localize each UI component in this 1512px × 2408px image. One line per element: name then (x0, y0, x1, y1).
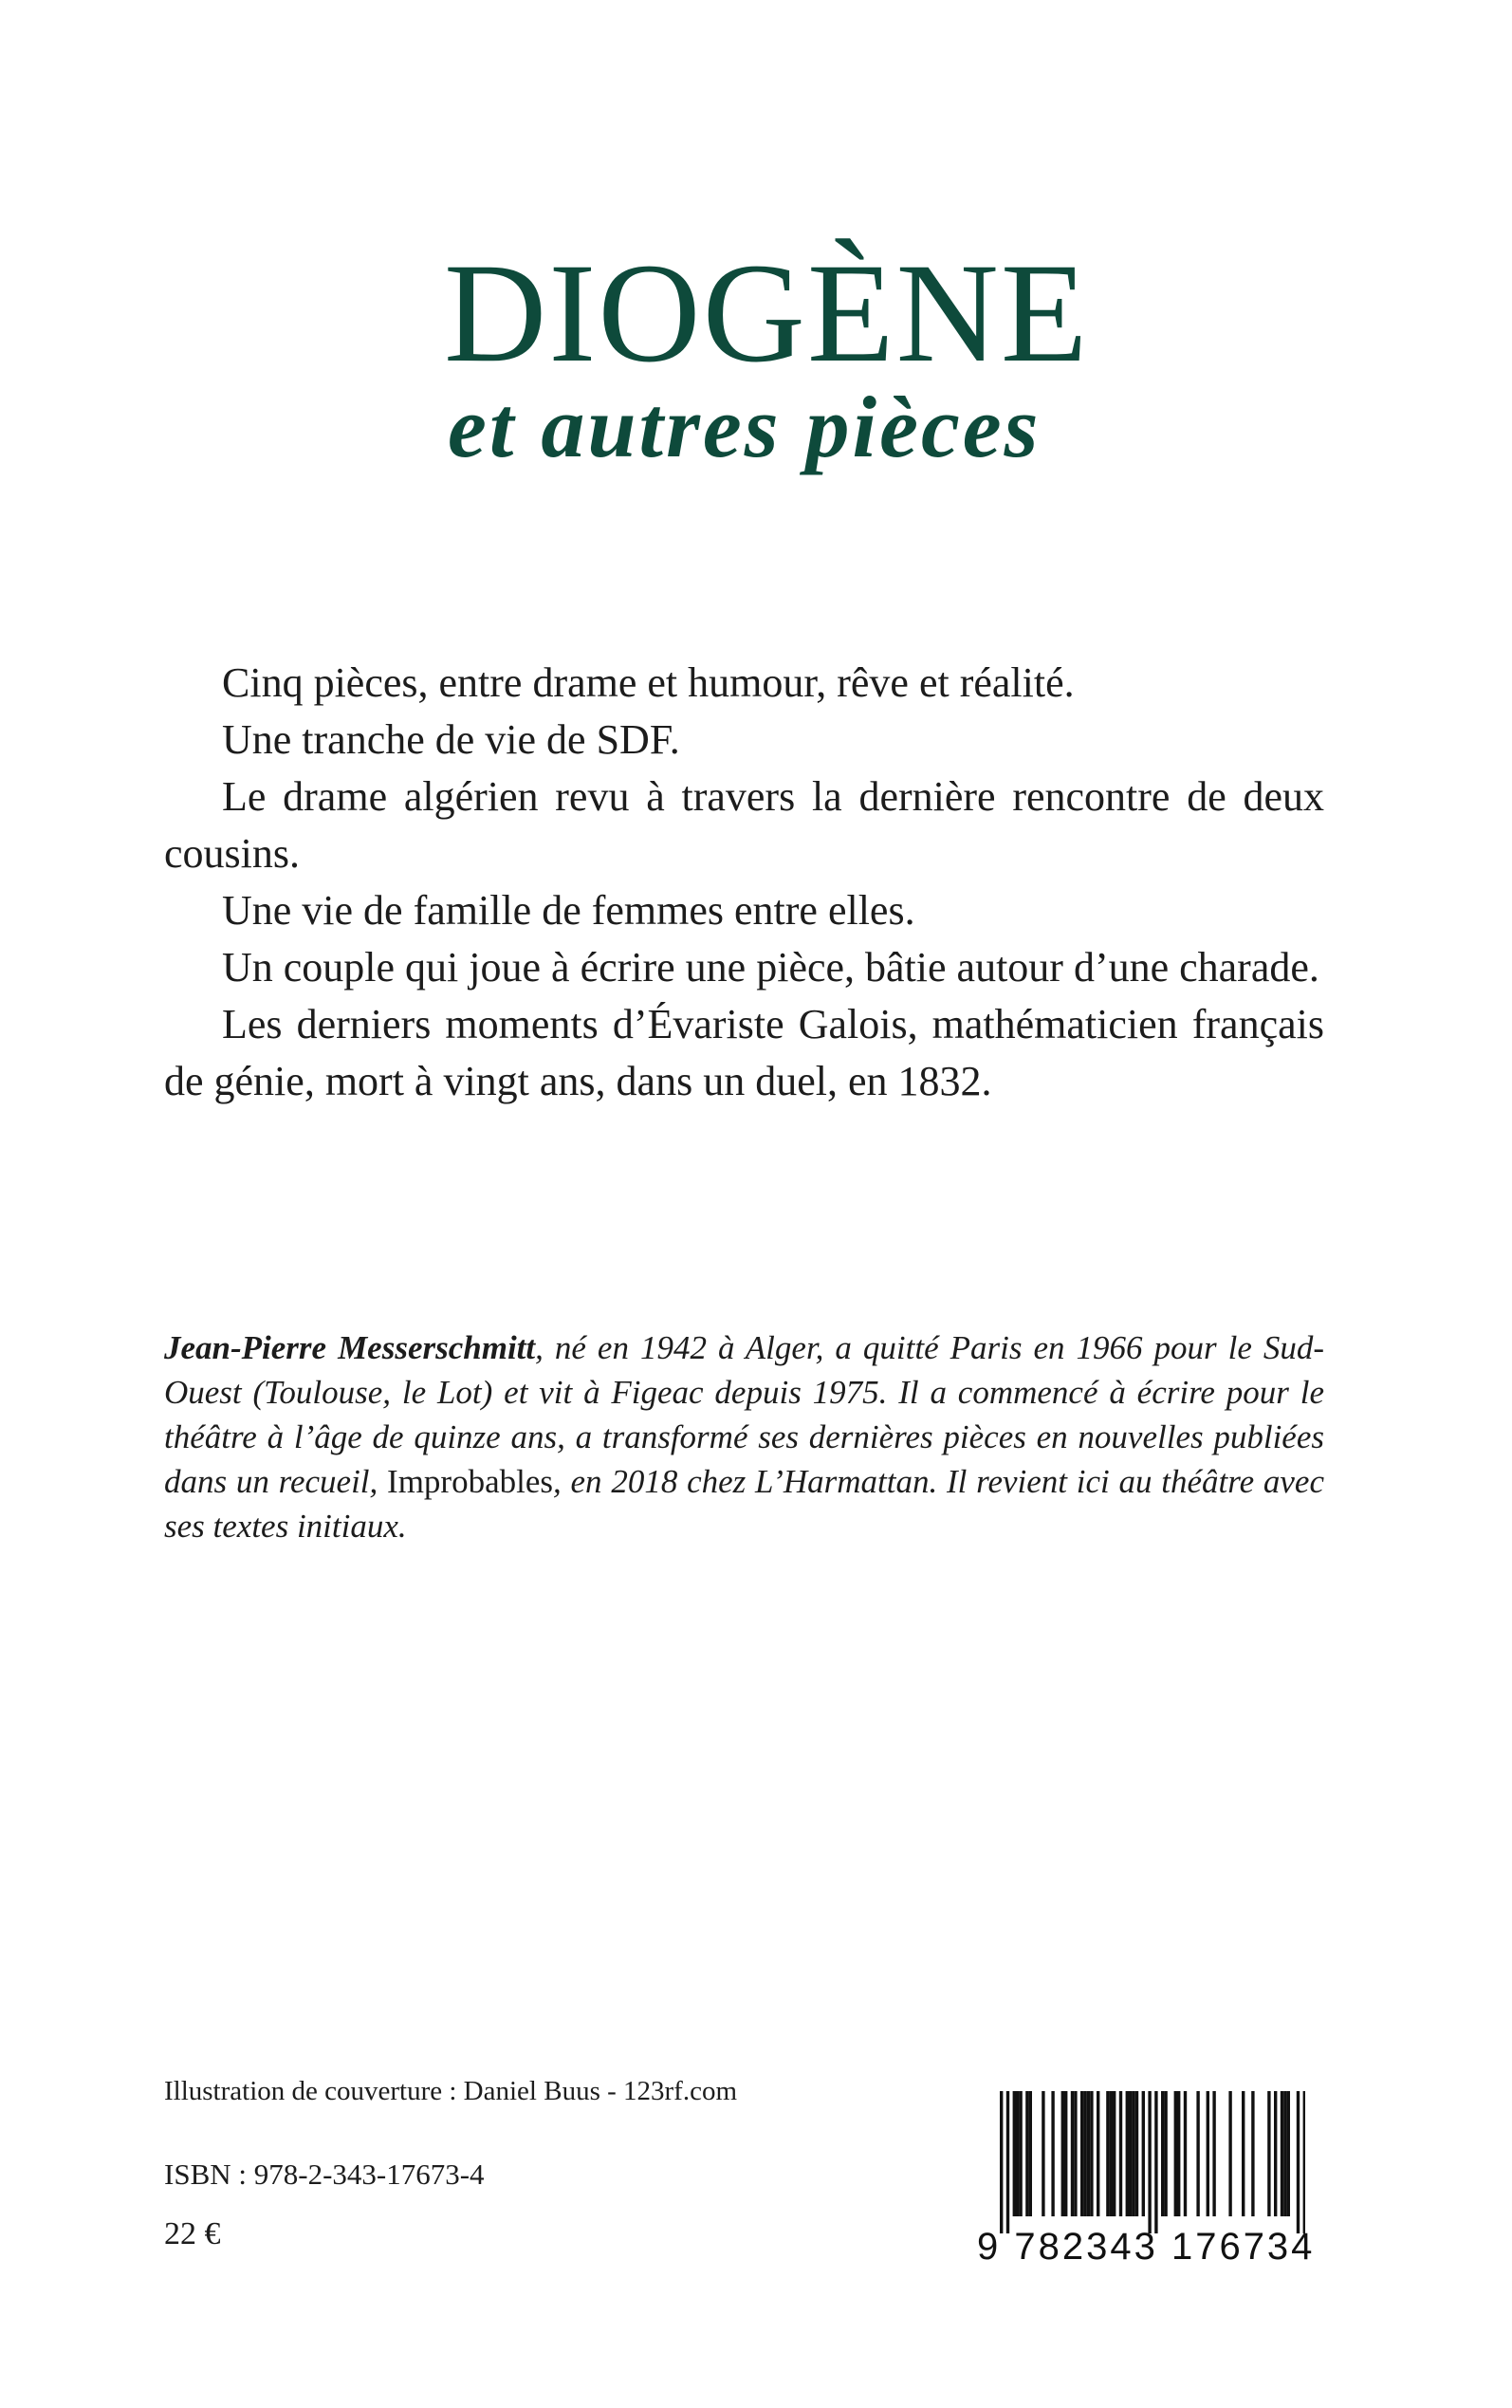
barcode-bar (1174, 2091, 1177, 2216)
price: 22 € (164, 2216, 221, 2251)
barcode-bar (1196, 2091, 1199, 2216)
barcode-bar (1042, 2091, 1044, 2216)
barcode-bar (1074, 2091, 1077, 2216)
book-title: DIOGÈNE (444, 234, 1090, 392)
author-bio-text-end: , en 2018 chez L’Harmattan. Il revient ici au théâtre avec ses textes initiaux. (164, 1463, 1324, 1545)
blurb-paragraph: Le drame algérien revu à travers la dernière rencontre de deux cousins. (164, 773, 1324, 877)
barcode-bar (1090, 2091, 1093, 2216)
barcode-bar (1013, 2091, 1016, 2216)
barcode-bar (1184, 2091, 1187, 2216)
barcode-bar (1274, 2091, 1277, 2216)
barcode-bar (1135, 2091, 1138, 2216)
barcode-bar (1113, 2091, 1116, 2216)
barcode-bar (1142, 2091, 1145, 2216)
barcode-bar (1251, 2091, 1254, 2216)
barcode-bar (1267, 2091, 1270, 2216)
barcode-bar (1177, 2091, 1180, 2216)
barcode-bar (1281, 2091, 1283, 2216)
barcode-bar (1303, 2091, 1305, 2233)
barcode-bar (1126, 2091, 1129, 2216)
barcode-bar (1110, 2091, 1113, 2216)
barcode-bar (1207, 2091, 1209, 2216)
barcode-bar (1242, 2091, 1245, 2216)
barcode-bar (1164, 2091, 1167, 2216)
book-subtitle: et autres pièces (448, 379, 1042, 475)
barcode-bar (1080, 2091, 1083, 2216)
barcode-bar (1051, 2091, 1054, 2216)
barcode-bar (1097, 2091, 1099, 2216)
blurb-paragraph: Un couple qui joue à écrire une pièce, bâtie autour d’une charade. (222, 944, 1319, 991)
barcode-bar (1071, 2091, 1074, 2216)
barcode-bar (1297, 2091, 1300, 2233)
barcode-bar (1064, 2091, 1067, 2216)
barcode-bar (1000, 2091, 1003, 2233)
barcode-bar (1132, 2091, 1134, 2216)
barcode-bar (1019, 2091, 1022, 2216)
author-name: Jean-Pierre Messerschmitt (164, 1329, 536, 1366)
barcode-bar (1106, 2091, 1109, 2216)
barcode (964, 2072, 1338, 2277)
barcode-bar (1006, 2091, 1009, 2233)
barcode-bar (1061, 2091, 1064, 2216)
barcode-bar (1287, 2091, 1290, 2216)
barcode-bar (1119, 2091, 1122, 2216)
barcode-bars (1000, 2091, 1305, 2233)
cover-illustration-credit: Illustration de couverture : Daniel Buus - 123rf.com (164, 2076, 738, 2106)
author-bio-text: , né en 1942 à Alger, a quitté Paris en 1966 pour le Sud-Ouest (Toulouse, le Lot) et vit à Figeac depuis 1975. Il a commencé à écrire pour le théâtre à l’âge de quinze ans, a transformé ses dernières pièces en nouvelles publiées dans un recueil, (164, 1329, 1325, 1500)
barcode-bar (1025, 2091, 1028, 2216)
barcode-bar (1029, 2091, 1032, 2216)
barcode-bar (1212, 2091, 1215, 2216)
author-book-title: Improbables (387, 1463, 553, 1500)
blurb-paragraph: Les derniers moments d’Évariste Galois, mathématicien français de génie, mort à vingt ans, dans un duel, en 1832. (164, 1001, 1324, 1104)
barcode-bar (1016, 2091, 1019, 2216)
barcode-bar (1083, 2091, 1086, 2216)
barcode-bar (1161, 2091, 1164, 2216)
barcode-digits: 9 782343 176734 (977, 2226, 1316, 2268)
barcode-bar (1228, 2091, 1231, 2216)
author-bio (164, 1325, 1324, 1548)
barcode-bar (1087, 2091, 1090, 2216)
barcode-bar (1283, 2091, 1286, 2216)
isbn: ISBN : 978-2-343-17673-4 (164, 2158, 485, 2191)
barcode-bar (1129, 2091, 1132, 2216)
barcode-bar (1148, 2091, 1151, 2233)
blurb-paragraph: Une tranche de vie de SDF. (222, 716, 680, 763)
blurb (164, 655, 1324, 1110)
barcode-bar (1154, 2091, 1157, 2233)
blurb-paragraph: Une vie de famille de femmes entre elles. (222, 887, 915, 934)
blurb-paragraph: Cinq pièces, entre drame et humour, rêve et réalité. (222, 659, 1075, 706)
